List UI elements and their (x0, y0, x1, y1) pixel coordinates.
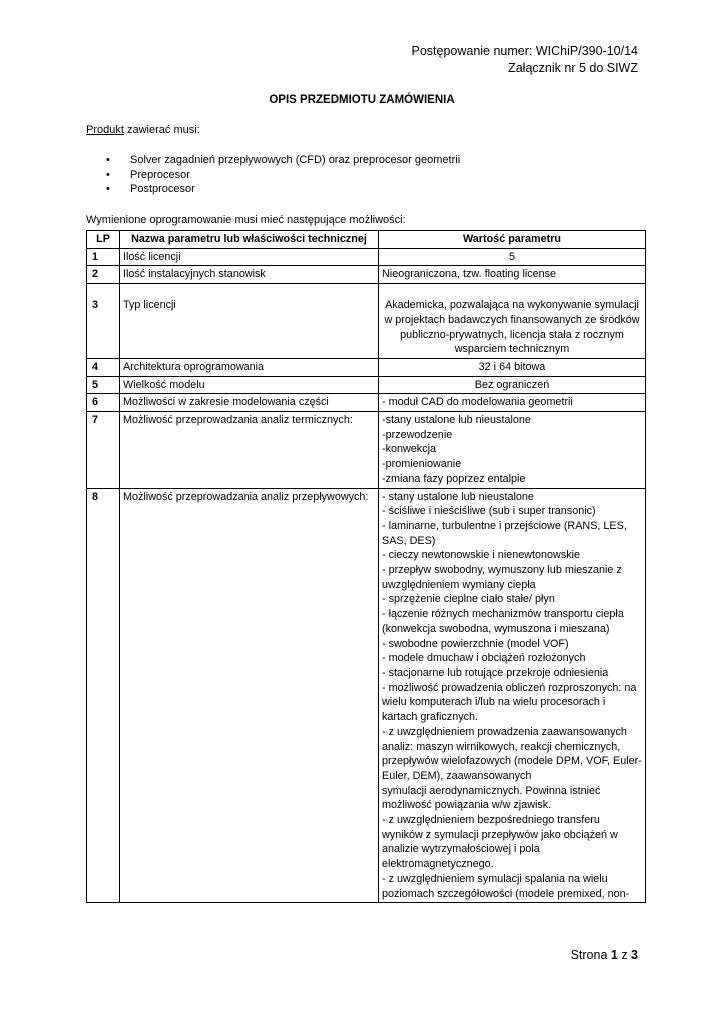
footer-separator: z (617, 948, 632, 962)
bullet-text: Preprocesor (130, 168, 190, 181)
row-parameter-name: Typ licencji (120, 284, 379, 359)
bullet-text: Postprocesor (130, 183, 195, 195)
table-row (87, 284, 646, 359)
header-parameter-name: Nazwa parametru lub właściwości technicznej (120, 231, 379, 249)
row-parameter-value (379, 248, 646, 266)
row-parameter-value (379, 284, 646, 359)
table-row (87, 266, 646, 284)
row-lp: 2 (87, 266, 120, 284)
row-parameter-value (379, 266, 646, 284)
value-line: Akademicka, pozwalająca na wykonywanie symulacji w projektach badawczych finansowanych ze środków publiczno-prywatnych, licencja stała z rocznym wsparciem technicznym (384, 299, 640, 356)
row-lp: 3 (87, 284, 120, 359)
value-line: - z uwzględnieniem prowadzenia zaawansowanych analiz: maszyn wirnikowych, reakcji chemicznych, przepływów wielofazowych (modele DPM, VOF, Euler-Euler, DEM), zaawansowanych (382, 725, 642, 782)
row-lp: 4 (87, 358, 120, 376)
value-line: - stany ustalone lub nieustalone (382, 490, 534, 503)
footer-page-total: 3 (631, 948, 638, 962)
row-parameter-name: Ilość instalacyjnych stanowisk (120, 266, 379, 284)
value-line: - łączenie różnych mechanizmów transportu ciepła (konwekcja swobodna, wymuszona i mieszana) (382, 608, 624, 635)
value-line: - laminarne, turbulentne i przejściowe (RANS, LES, SAS, DES) (382, 519, 627, 547)
value-line: -konwekcja (382, 443, 437, 456)
table-row (87, 488, 646, 903)
value-line: - stacjonarne lub rotujące przekroje odniesienia (382, 666, 609, 679)
bullet-text: Solver zagadnień przepływowych (CFD) oraz preprocesor geometrii (130, 154, 461, 166)
table-header-row (87, 231, 646, 249)
header-parameter-value: Wartość parametru (379, 231, 646, 249)
list-item (106, 168, 460, 183)
footer-prefix: Strona (570, 948, 611, 962)
row-parameter-value (379, 412, 646, 489)
table-row (87, 358, 646, 376)
footer-page-number: 1 (610, 948, 618, 962)
row-lp: 6 (87, 394, 120, 412)
table-row (87, 394, 646, 412)
row-lp: 8 (87, 488, 120, 903)
value-line: - z uwzględnieniem symulacji spalania na wielu poziomach szczegółowości (modele premixed, non- (382, 872, 630, 900)
value-line: -promieniowanie (382, 458, 462, 471)
intro-rest: zawierać musi: (123, 124, 200, 136)
intro-text (86, 124, 200, 136)
value-line: Nieograniczona, tzw. floating license (382, 268, 557, 281)
parameters-table (86, 230, 646, 903)
document-header (411, 43, 638, 77)
value-line: symulacji aerodynamicznych. Powinna istnieć możliwość powiązania w/w zjawisk. (382, 784, 601, 812)
product-bullet-list (106, 153, 460, 197)
value-line: - z uwzględnieniem bezpośredniego transferu wyników z symulacji przepływów jako obciążeń w analizie wytrzymałościowej i pola elektromagnetycznego. (382, 814, 618, 871)
value-line: Bez ograniczeń (474, 378, 550, 391)
row-parameter-name: Możliwość przeprowadzania analiz przepływowych: (120, 488, 379, 903)
table-row (87, 376, 646, 394)
value-line: - sprzężenie cieplne ciało stałe/ płyn (382, 593, 555, 606)
row-parameter-name: Wielkość modelu (120, 376, 379, 394)
table-row (87, 412, 646, 489)
value-line: - przepływ swobodny, wymuszony lub mieszanie z uwzględnieniem wymiany ciepła (382, 564, 622, 591)
row-parameter-name: Możliwości w zakresie modelowania części (120, 394, 379, 412)
attachment-label: Załącznik nr 5 do SIWZ (508, 61, 638, 75)
table-lead-text: Wymienione oprogramowanie musi mieć następujące możliwości: (86, 214, 406, 226)
list-item (106, 153, 460, 168)
row-parameter-name: Architektura oprogramowania (120, 358, 379, 376)
value-line: -zmiana fazy poprzez entalpie (382, 472, 526, 485)
intro-underlined: Produkt (86, 124, 124, 136)
row-parameter-name: Ilość licencji (120, 248, 379, 266)
list-item (106, 182, 460, 197)
value-line: - możliwość prowadzenia obliczeń rozproszonych: na (382, 681, 637, 694)
row-parameter-value (379, 488, 646, 903)
row-parameter-name: Możliwość przeprowadzania analiz termicznych: (120, 412, 379, 489)
value-line: 32 i 64 bitowa (478, 360, 546, 373)
header-lp: LP (87, 231, 120, 249)
page-footer (571, 948, 638, 962)
bullet-icon: • (106, 183, 110, 195)
value-line: - ściśliwe i nieściśliwe (sub i super transonic) (382, 505, 596, 518)
value-line: -przewodzenie (382, 428, 453, 441)
table-row (87, 248, 646, 266)
bullet-icon: • (106, 168, 110, 181)
value-line: - modele dmuchaw i obciążeń rozłożonych (382, 652, 586, 665)
value-line: - moduł CAD do modelowania geometrii (382, 396, 573, 409)
document-title: OPIS PRZEDMIOTU ZAMÓWIENIA (269, 94, 455, 106)
row-parameter-value (379, 358, 646, 376)
value-line: wielu komputerach i/lub na wielu procesorach i kartach graficznych. (382, 696, 606, 724)
value-line: - cieczy newtonowskie i nienewtonowskie (382, 549, 581, 562)
row-lp: 5 (87, 376, 120, 394)
row-parameter-value (379, 394, 646, 412)
row-lp: 7 (87, 412, 120, 489)
value-line: 5 (508, 250, 515, 263)
value-line: -stany ustalone lub nieustalone (382, 414, 531, 427)
bullet-icon: • (106, 154, 110, 166)
row-parameter-value (379, 376, 646, 394)
value-line: - swobodne powierzchnie (model VOF) (382, 637, 569, 650)
procedure-number: Postępowanie numer: WIChiP/390-10/14 (411, 44, 638, 58)
row-lp: 1 (87, 248, 120, 266)
